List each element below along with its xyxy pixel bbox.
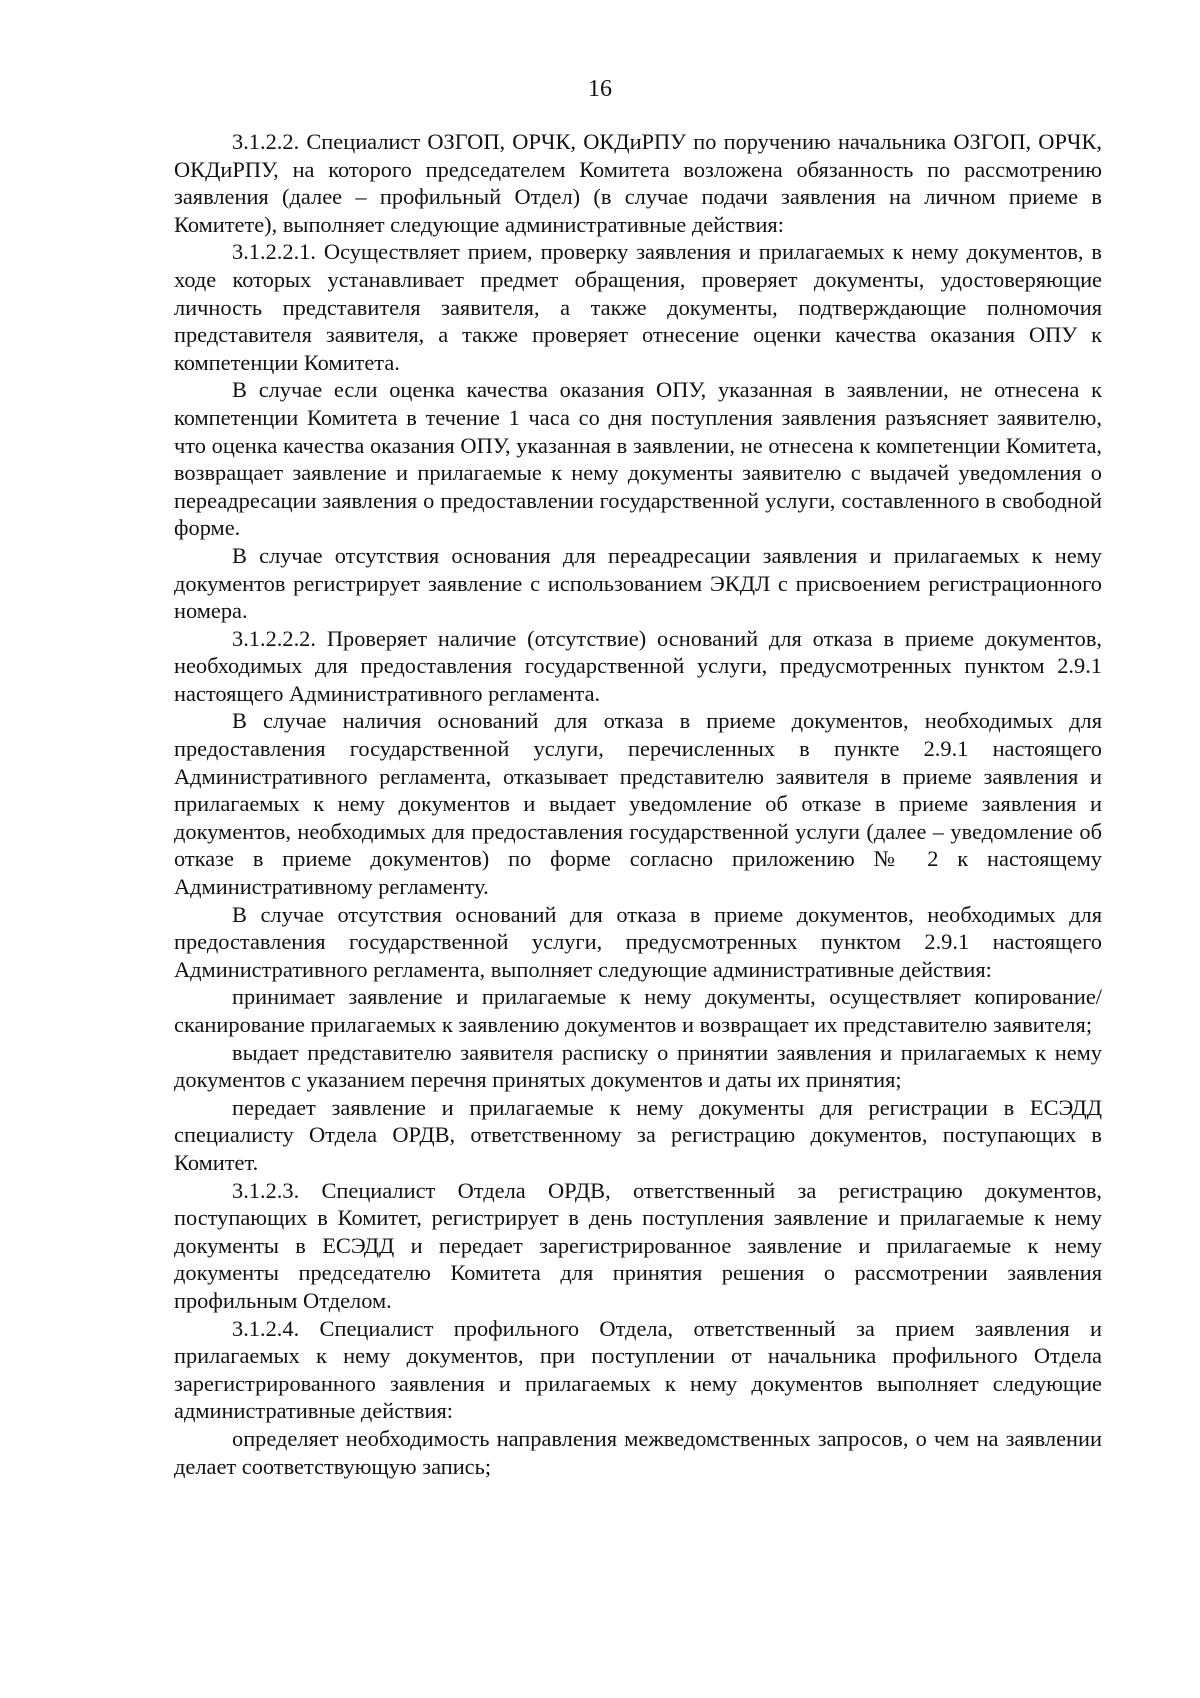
list-item-passes-for-registration: передает заявление и прилагаемые к нему документы для регистрации в ЕСЭДД специалисту Отдела ОРДВ, ответственному за регистрацию документов, поступающих в Комитет. bbox=[174, 1094, 1102, 1175]
paragraph-3-1-2-3: 3.1.2.3. Специалист Отдела ОРДВ, ответственный за регистрацию документов, поступающих в Комитет, регистрирует в день поступления заявление и прилагаемые к нему документы в ЕСЭДД и передает зарегистрированное заявление и прилагаемые к нему документы председателю Комитета для принятия решения о рассмотрении заявления профильным Отделом. bbox=[174, 1177, 1102, 1313]
paragraph-not-in-competence: В случае если оценка качества оказания ОПУ, указанная в заявлении, не отнесена к компетенции Комитета в течение 1 часа со дня поступления заявления разъясняет заявителю, что оценка качества оказания ОПУ, указанная в заявлении, не отнесена к компетенции Комитета, возвращает заявление и прилагаемые к нему документы заявителю с выдачей уведомления о переадресации заявления о предоставлении государственной услуги, составленного в свободной форме. bbox=[174, 377, 1102, 541]
paragraph-3-1-2-2-2: 3.1.2.2.2. Проверяет наличие (отсутствие) оснований для отказа в приеме документов, необходимых для предоставления государственной услуги, предусмотренных пунктом 2.9.1 настоящего Административного регламента. bbox=[174, 625, 1102, 706]
paragraph-3-1-2-2: 3.1.2.2. Специалист ОЗГОП, ОРЧК, ОКДиРПУ по поручению начальника ОЗГОП, ОРЧК, ОКДиРПУ, на которого председателем Комитета возложена обязанность по рассмотрению заявления (далее – профильный Отдел) (в случае подачи заявления на личном приеме в Комитете), выполняет следующие административные действия: bbox=[174, 129, 1102, 237]
paragraph-no-refusal-grounds: В случае отсутствия оснований для отказа в приеме документов, необходимых для предоставления государственной услуги, предусмотренных пунктом 2.9.1 настоящего Административного регламента, выполняет следующие административные действия: bbox=[174, 901, 1102, 982]
paragraph-3-1-2-4: 3.1.2.4. Специалист профильного Отдела, ответственный за прием заявления и прилагаемых к нему документов, при поступлении от начальника профильного Отдела зарегистрированного заявления и прилагаемых к нему документов выполняет следующие административные действия: bbox=[174, 1315, 1102, 1424]
document-body bbox=[174, 128, 1102, 1480]
page-number: 16 bbox=[588, 76, 612, 102]
list-item-issues-receipt: выдает представителю заявителя расписку о принятии заявления и прилагаемых к нему документов с указанием перечня принятых документов и даты их принятия; bbox=[174, 1039, 1102, 1093]
list-item-accepts-documents: принимает заявление и прилагаемые к нему документы, осуществляет копирование/сканирование прилагаемых к заявлению документов и возвращает их представителю заявителя; bbox=[174, 984, 1102, 1037]
paragraph-3-1-2-2-1: 3.1.2.2.1. Осуществляет прием, проверку заявления и прилагаемых к нему документов, в ходе которых устанавливает предмет обращения, проверяет документы, удостоверяющие личность представителя заявителя, а также документы, подтверждающие полномочия представителя заявителя, а также проверяет отнесение оценки качества оказания ОПУ к компетенции Комитета. bbox=[174, 239, 1102, 375]
paragraph-refusal-grounds: В случае наличия оснований для отказа в приеме документов, необходимых для предоставления государственной услуги, перечисленных в пункте 2.9.1 настоящего Административного регламента, отказывает представителю заявителя в приеме заявления и прилагаемых к нему документов и выдает уведомление об отказе в приеме заявления и документов, необходимых для предоставления государственной услуги (далее – уведомление об отказе в приеме документов) по форме согласно приложению № 2 к настоящему Административному регламенту. bbox=[174, 708, 1102, 900]
list-item-interagency-requests: определяет необходимость направления межведомственных запросов, о чем на заявлении делает соответствующую запись; bbox=[174, 1425, 1102, 1479]
paragraph-no-redirect-grounds: В случае отсутствия основания для переадресации заявления и прилагаемых к нему документов регистрирует заявление с использованием ЭКДЛ с присвоением регистрационного номера. bbox=[174, 542, 1102, 624]
